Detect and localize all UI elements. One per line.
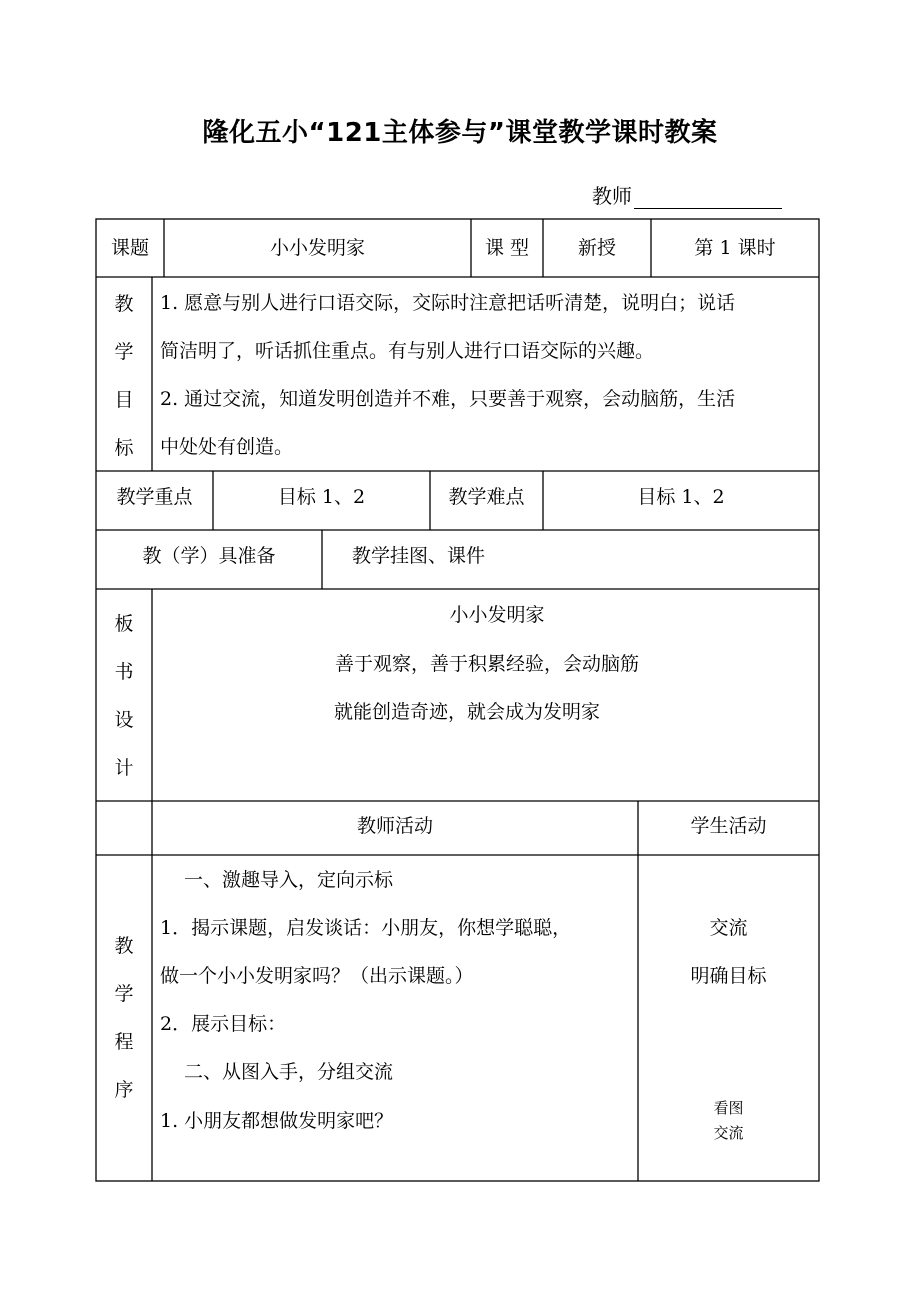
teacher-field — [592, 180, 782, 209]
board-line: 善于观察，善于积累经验，会动脑筋 — [334, 653, 639, 675]
board-line: 小小发明家 — [449, 604, 545, 626]
board-line: 就能创造奇迹，就会成为发明家 — [333, 701, 600, 723]
procedure-label-char: 程 — [114, 1031, 134, 1053]
procedure-step: 2．展示目标： — [160, 1013, 287, 1035]
prep-label: 教（学）具准备 — [142, 545, 276, 567]
procedure-step: 做一个小小发明家吗？（出示课题。） — [160, 965, 474, 987]
prep-value: 教学挂图、课件 — [352, 545, 486, 567]
teacher-activity-header: 教师活动 — [356, 815, 433, 837]
procedure-step: 一、激趣导入，定向示标 — [184, 869, 394, 891]
topic-value: 小小发明家 — [269, 237, 365, 259]
goals-label-char: 学 — [114, 341, 134, 363]
procedure-step: 1．揭示课题，启发谈话：小朋友，你想学聪聪， — [160, 917, 572, 939]
difficult-point-value: 目标 1、2 — [637, 486, 725, 508]
goals-label-char: 标 — [114, 437, 134, 459]
goal-line: 中处处有创造。 — [160, 436, 294, 458]
teacher-label: 教师 — [592, 184, 632, 208]
goal-line: 2. 通过交流，知道发明创造并不难，只要善于观察，会动脑筋，生活 — [160, 388, 736, 410]
lesson-number: 第 1 课时 — [694, 237, 776, 259]
procedure-label-char: 学 — [114, 983, 134, 1005]
procedure-step: 二、从图入手，分组交流 — [184, 1061, 394, 1083]
procedure-step: 1. 小朋友都想做发明家吧？ — [160, 1110, 394, 1132]
goals-label-char: 教 — [114, 293, 134, 315]
student-activity: 交流 — [709, 917, 748, 939]
topic-label: 课题 — [110, 237, 149, 259]
board-label-char: 计 — [114, 757, 134, 779]
goal-line: 简洁明了，听话抓住重点。有与别人进行口语交际的兴趣。 — [160, 340, 655, 362]
lesson-type-label: 课 型 — [484, 237, 530, 259]
page-title: 隆化五小“121主体参与”课堂教学课时教案 — [202, 118, 718, 148]
student-activity: 明确目标 — [690, 965, 767, 987]
procedure-label-char: 教 — [114, 935, 134, 957]
board-label-char: 设 — [114, 709, 134, 731]
student-activity-header: 学生活动 — [690, 815, 767, 837]
key-point-label: 教学重点 — [116, 486, 193, 508]
procedure-label-char: 序 — [114, 1079, 134, 1101]
difficult-point-label: 教学难点 — [448, 486, 525, 508]
board-label-char: 书 — [114, 661, 134, 683]
key-point-value: 目标 1、2 — [277, 486, 366, 508]
goals-label-char: 目 — [114, 389, 134, 411]
teacher-blank-line — [634, 186, 782, 209]
board-label-char: 板 — [114, 613, 134, 635]
student-activity-note: 交流 — [713, 1124, 744, 1142]
goal-line: 1. 愿意与别人进行口语交际，交际时注意把话听清楚，说明白；说话 — [160, 292, 736, 314]
lesson-type-value: 新授 — [577, 237, 616, 259]
student-activity-note: 看图 — [713, 1099, 744, 1117]
